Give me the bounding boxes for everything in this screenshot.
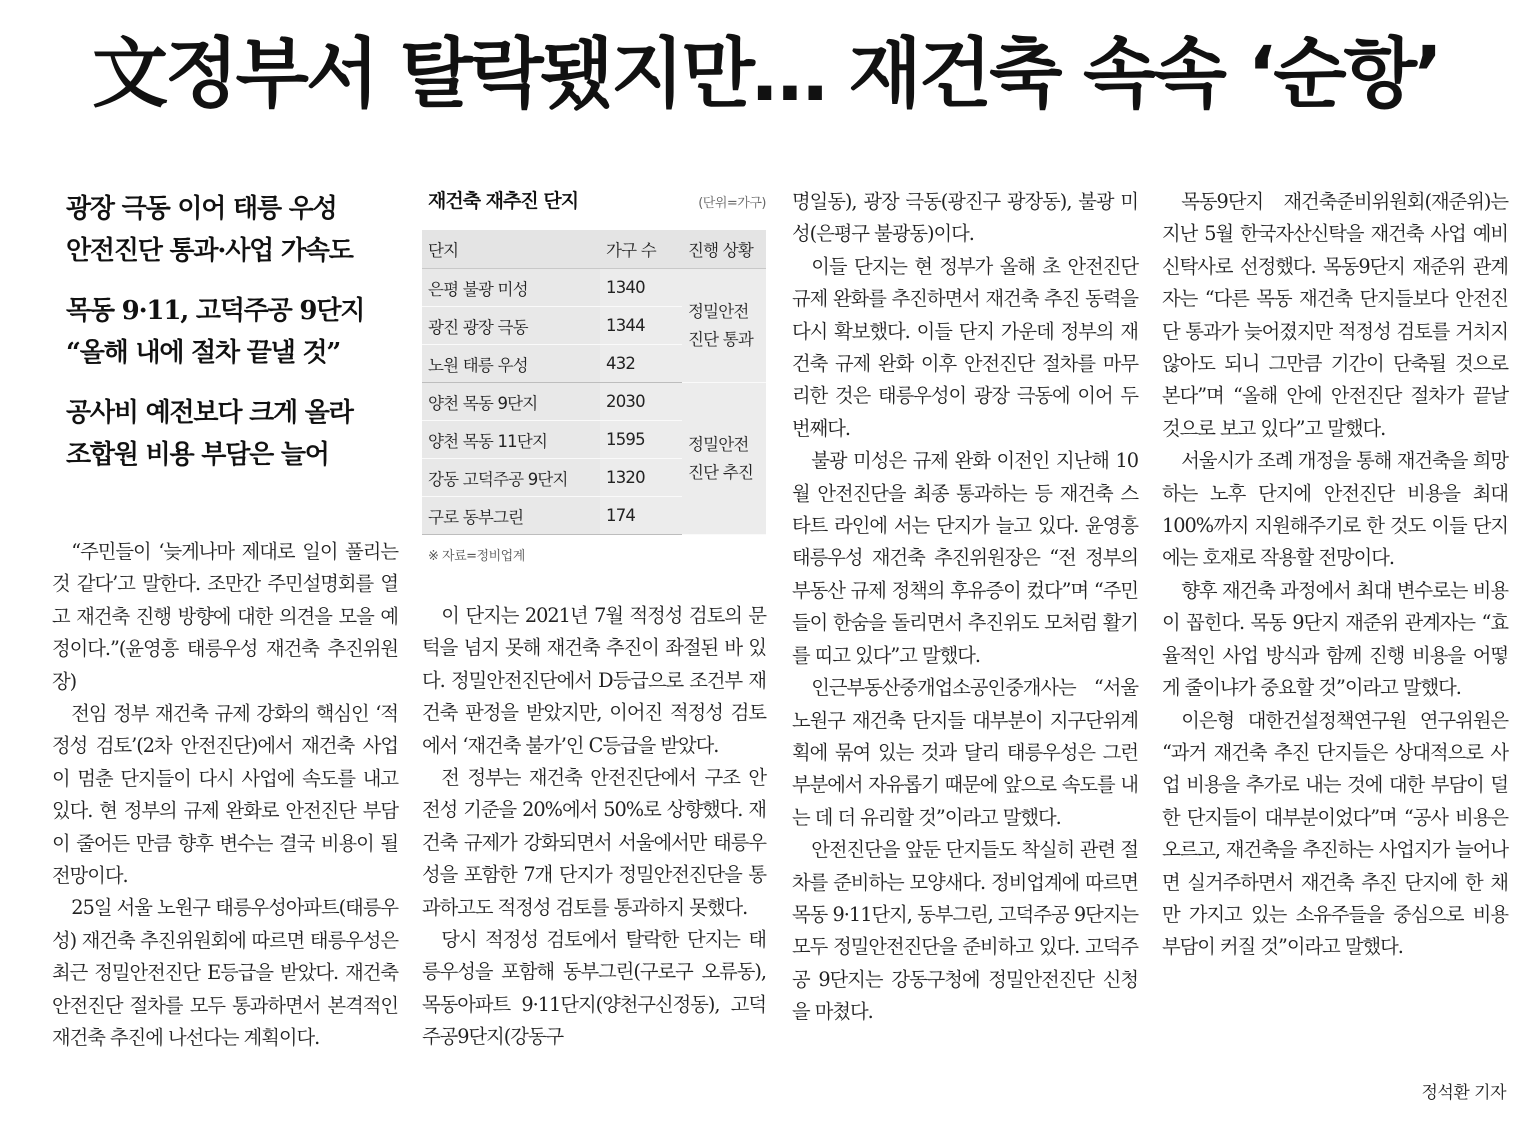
household-count: 1344 (600, 307, 682, 345)
article-column-1 (52, 536, 398, 1055)
complex-name: 광진 광장 극동 (422, 307, 600, 345)
complex-name: 강동 고덕주공 9단지 (422, 459, 600, 497)
table-source: ※ 자료=정비업계 (428, 549, 525, 564)
table-unit: (단위=가구) (698, 196, 766, 211)
paragraph: 서울시가 조례 개정을 통해 재건축을 희망하는 노후 단지에 안전진단 비용을 최대 100%까지 지원해주기로 한 것도 이들 단지에는 호재로 작용할 전망이다. (1162, 449, 1508, 570)
subhead-line: 공사비 예전보다 크게 올라 (66, 398, 353, 428)
paragraph: 이들 단지는 현 정부가 올해 초 안전진단 규제 완화를 추진하면서 재건축 추진 동력을 다시 확보했다. 이들 단지 가운데 정부의 재건축 규제 완화 이후 안전진단 절차를 마무리한 것은 태릉우성이 광장 극동에 이어 두 번째다. (792, 254, 1138, 440)
status-cell: 정밀안전 진단 추진 (682, 383, 766, 535)
paragraph: 인근부동산중개업소공인중개사는 “서울 노원구 재건축 단지들 대부분이 지구단위계획에 묶여 있는 것과 달리 태릉우성은 그런 부분에서 자유롭기 때문에 앞으로 속도를 내는 데 더 유리할 것”이라고 말했다. (792, 676, 1138, 829)
redevelopment-table (422, 230, 766, 535)
paragraph: 25일 서울 노원구 태릉우성아파트(태릉우성) 재건축 추진위원회에 따르면 태릉우성은 최근 정밀안전진단 E등급을 받았다. 재건축 안전진단 절차를 모두 통과하면서 본격적인 재건축 추진에 나선다는 계획이다. (52, 896, 398, 1050)
status-cell: 정밀안전 진단 통과 (682, 269, 766, 383)
table-row (422, 383, 766, 421)
table-row (422, 269, 766, 307)
article-column-2 (422, 600, 766, 1054)
paragraph: 향후 재건축 과정에서 최대 변수로는 비용이 꼽힌다. 목동 9단지 재준위 관계자는 “효율적인 사업 방식과 함께 진행 비용을 어떻게 줄이냐가 중요할 것”이라고 말했다. (1162, 578, 1508, 700)
complex-name: 노원 태릉 우성 (422, 345, 600, 383)
subhead-line: 광장 극동 이어 태릉 우성 (66, 194, 337, 224)
complex-name: 구로 동부그린 (422, 497, 600, 535)
paragraph: 이은형 대한건설정책연구원 연구위원은 “과거 재건축 추진 단지들은 상대적으로 사업 비용을 추가로 내는 것에 대한 부담이 덜한 단지들이 대부분이었다”며 “공사 비용은 오르고, 재건축을 추진하는 사업지가 늘어나면 실거주하면서 재건축 추진 단지에 한 채만 가지고 있는 소유주들을 중심으로 비용 부담이 커질 것”이라고 말했다. (1162, 708, 1508, 959)
table-header (422, 186, 766, 230)
household-count: 1320 (600, 459, 682, 497)
subhead-group (66, 290, 396, 374)
subhead-group (66, 392, 396, 476)
household-count: 1340 (600, 269, 682, 307)
byline: 정석환 기자 (1421, 1083, 1506, 1103)
complex-name: 양천 목동 11단지 (422, 421, 600, 459)
complex-name: 양천 목동 9단지 (422, 383, 600, 421)
paragraph: 안전진단을 앞둔 단지들도 착실히 관련 절차를 준비하는 모양새다. 정비업계에 따르면 목동 9·11단지, 동부그린, 고덕주공 9단지는 모두 정밀안전진단을 준비하고 있다. 고덕주공 9단지는 강동구청에 정밀안전진단 신청을 마쳤다. (792, 838, 1138, 1024)
paragraph: 이 단지는 2021년 7월 적정성 검토의 문턱을 넘지 못해 재건축 추진이 좌절된 바 있다. 정밀안전진단에서 D등급으로 조건부 재건축 판정을 받았지만, 이어진 적정성 검토에서 ‘재건축 불가’인 C등급을 받았다. (422, 604, 766, 757)
paragraph: 전 정부는 재건축 안전진단에서 구조 안전성 기준을 20%에서 50%로 상향했다. 재건축 규제가 강화되면서 서울에서만 태릉우성을 포함한 7개 단지가 정밀안전진단을 통과하고도 적정성 검토를 통과하지 못했다. (422, 766, 766, 919)
headline: 文정부서 탈락됐지만… 재건축 속속 ‘순항’ (92, 29, 1440, 118)
paragraph: 불광 미성은 규제 완화 이전인 지난해 10월 안전진단을 최종 통과하는 등 재건축 스타트 라인에 서는 단지가 늘고 있다. 윤영흥 태릉우성 재건축 추진위원장은 “전 정부의 부동산 규제 정책의 후유증이 컸다”며 “주민들이 한숨을 돌리면서 추진위도 모처럼 활기를 띠고 있다”고 말했다. (792, 449, 1138, 667)
household-count: 1595 (600, 421, 682, 459)
paragraph: “주민들이 ‘늦게나마 제대로 일이 풀리는 것 같다’고 말한다. 조만간 주민설명회를 열고 재건축 진행 방향에 대한 의견을 모을 예정이다.”(윤영흥 태릉우성 재건축 추진위원장) (52, 540, 398, 693)
subhead-group (66, 188, 396, 272)
redevelopment-table-box (422, 186, 766, 564)
article-column-4 (1162, 186, 1508, 964)
table-title: 재건축 재추진 단지 (428, 190, 579, 212)
subhead-line: “올해 내에 절차 끝낼 것” (66, 338, 341, 368)
subhead-line: 조합원 비용 부담은 늘어 (66, 440, 329, 470)
table-header-row (422, 230, 766, 269)
column-header-complex: 단지 (422, 230, 600, 269)
household-count: 2030 (600, 383, 682, 421)
subhead-line: 안전진단 통과·사업 가속도 (66, 236, 353, 266)
subhead-line: 목동 9·11, 고덕주공 9단지 (66, 296, 365, 326)
column-header-status: 진행 상황 (682, 230, 766, 269)
paragraph: 당시 적정성 검토에서 탈락한 단지는 태릉우성을 포함해 동부그린(구로구 오류동), 목동아파트 9·11단지(양천구신정동), 고덕주공9단지(강동구 (422, 928, 766, 1049)
complex-name: 은평 불광 미성 (422, 269, 600, 307)
paragraph: 전임 정부 재건축 규제 강화의 핵심인 ‘적정성 검토’(2차 안전진단)에서 재건축 사업이 멈춘 단지들이 다시 사업에 속도를 내고 있다. 현 정부의 규제 완화로 안전진단 부담이 줄어든 만큼 향후 변수는 결국 비용이 될 전망이다. (52, 702, 398, 888)
subheadlines (66, 188, 396, 494)
article-column-3 (792, 186, 1138, 1029)
column-header-households: 가구 수 (600, 230, 682, 269)
paragraph: 목동9단지 재건축준비위원회(재준위)는 지난 5월 한국자산신탁을 재건축 사업 예비신탁사로 선정했다. 목동9단지 재준위 관계자는 “다른 목동 재건축 단지들보다 안전진단 통과가 늦어졌지만 적정성 검토를 거치지 않아도 되니 그만큼 기간이 단축될 것으로 본다”며 “올해 안에 안전진단 절차가 끝날 것으로 보고 있다”고 말했다. (1162, 190, 1508, 440)
household-count: 174 (600, 497, 682, 535)
household-count: 432 (600, 345, 682, 383)
paragraph: 명일동), 광장 극동(광진구 광장동), 불광 미성(은평구 불광동)이다. (792, 190, 1138, 246)
